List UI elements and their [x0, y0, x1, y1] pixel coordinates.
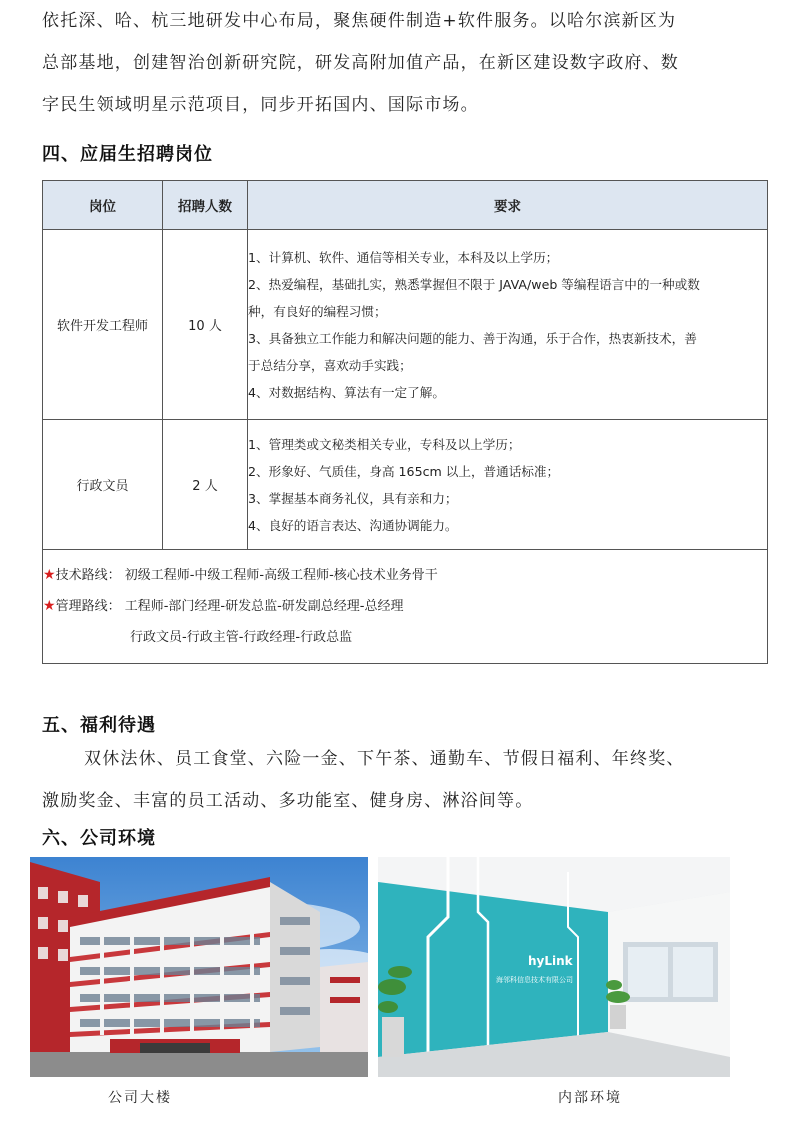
- mgmt-path-line: [43, 591, 767, 622]
- requirement-item: 1、计算机、软件、通信等相关专业，本科及以上学历；: [248, 249, 559, 265]
- requirement-item: 4、良好的语言表达、沟通协调能力。: [248, 517, 458, 533]
- header-position: 岗位: [43, 181, 163, 230]
- requirement-item: 3、具备独立工作能力和解决问题的能力、善于沟通，乐于合作，热衷新技术，善: [248, 330, 697, 346]
- section-5-title: 五、福利待遇: [42, 715, 156, 736]
- photo-caption: 内部环境: [558, 1090, 622, 1106]
- career-paths-row: [43, 550, 768, 664]
- mgmt-path-line-2: 行政文员-行政主管-行政经理-行政总监: [130, 630, 353, 645]
- interior-photo: [378, 857, 730, 1077]
- header-count: 招聘人数: [163, 181, 248, 230]
- table-header-row: [43, 181, 768, 230]
- requirement-item: 1、管理类或文秘类相关专业，专科及以上学历；: [248, 436, 521, 452]
- mgmt-path-label: 管理路线：: [55, 599, 121, 614]
- building-illustration: [30, 857, 368, 1077]
- intro-line: 总部基地，创建智治创新研究院，研发高附加值产品，在新区建设数字政府、数: [42, 53, 679, 73]
- star-icon: ★: [43, 567, 56, 583]
- star-icon: ★: [43, 598, 56, 614]
- benefits-paragraph: [42, 738, 762, 822]
- section-6-title: 六、公司环境: [42, 828, 156, 849]
- row-requirements: [248, 230, 768, 420]
- row-position: 行政文员: [43, 420, 163, 550]
- requirement-item: 2、热爱编程，基础扎实，熟悉掌握但不限于 JAVA/web 等编程语言中的一种或数: [248, 276, 700, 292]
- table-row: [43, 230, 768, 420]
- intro-line: 字民生领域明星示范项目，同步开拓国内、国际市场。: [42, 95, 479, 115]
- row-count: 10 人: [163, 230, 248, 420]
- header-requirements: 要求: [248, 181, 768, 230]
- requirement-item: 3、掌握基本商务礼仪，具有亲和力；: [248, 490, 458, 506]
- intro-line: 依托深、哈、杭三地研发中心布局，聚焦硬件制造+软件服务。以哈尔滨新区为: [42, 11, 677, 31]
- row-requirements: [248, 420, 768, 550]
- interior-wall-text: 海邻科信息技术有限公司: [496, 976, 573, 984]
- section-4-title: 四、应届生招聘岗位: [42, 144, 213, 165]
- tech-path-label: 技术路线：: [55, 568, 121, 583]
- benefits-line: 双休法休、员工食堂、六险一金、下午茶、通勤车、节假日福利、年终奖、: [84, 749, 685, 769]
- requirement-item: 2、形象好、气质佳，身高 165cm 以上，普通话标准；: [248, 463, 560, 479]
- tech-path-line: [43, 560, 767, 591]
- requirement-item: 于总结分享，喜欢动手实践；: [248, 357, 412, 373]
- tech-path-text: 初级工程师-中级工程师-高级工程师-核心技术业务骨干: [124, 568, 438, 583]
- interior-logo-text: hyLink: [528, 954, 573, 968]
- benefits-line: 激励奖金、丰富的员工活动、多功能室、健身房、淋浴间等。: [42, 791, 534, 811]
- intro-paragraph: [42, 0, 762, 126]
- row-count: 2 人: [163, 420, 248, 550]
- requirement-item: 4、对数据结构、算法有一定了解。: [248, 384, 445, 400]
- jobs-table: [42, 180, 768, 664]
- building-photo: [30, 857, 368, 1077]
- career-paths: [43, 550, 768, 664]
- requirement-item: 种，有良好的编程习惯；: [248, 303, 387, 319]
- interior-illustration: [378, 857, 730, 1077]
- table-row: [43, 420, 768, 550]
- row-position: 软件开发工程师: [43, 230, 163, 420]
- photo-caption: 公司大楼: [108, 1090, 172, 1106]
- mgmt-path-text: 工程师-部门经理-研发总监-研发副总经理-总经理: [124, 599, 404, 614]
